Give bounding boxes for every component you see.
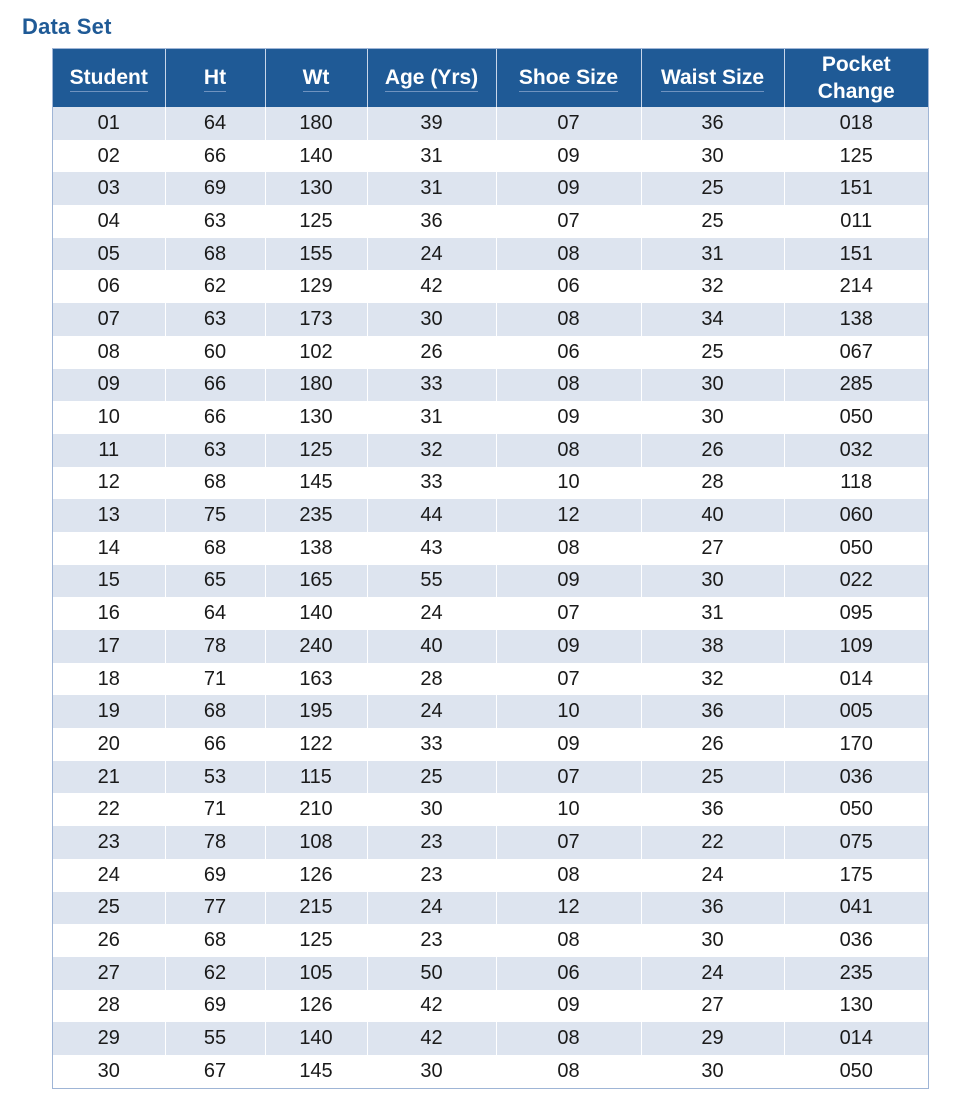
table-cell: 24 <box>641 957 784 990</box>
table-cell: 21 <box>53 761 165 794</box>
table-cell: 78 <box>165 630 265 663</box>
table-cell: 40 <box>367 630 496 663</box>
table-cell: 126 <box>265 859 367 892</box>
table-cell: 24 <box>367 695 496 728</box>
table-cell: 31 <box>367 140 496 173</box>
table-row <box>53 957 928 990</box>
table-cell: 105 <box>265 957 367 990</box>
table-cell: 30 <box>367 793 496 826</box>
table-cell: 20 <box>53 728 165 761</box>
column-header-waist-size <box>641 49 784 107</box>
table-cell: 66 <box>165 728 265 761</box>
table-cell: 09 <box>496 728 641 761</box>
table-cell: 050 <box>784 1055 928 1088</box>
table-cell: 38 <box>641 630 784 663</box>
table-cell: 23 <box>367 924 496 957</box>
table-cell: 140 <box>265 597 367 630</box>
table-cell: 122 <box>265 728 367 761</box>
table-cell: 145 <box>265 1055 367 1088</box>
table-cell: 33 <box>367 369 496 402</box>
table-cell: 130 <box>265 172 367 205</box>
table-cell: 55 <box>367 565 496 598</box>
table-cell: 050 <box>784 793 928 826</box>
table-cell: 30 <box>367 303 496 336</box>
table-cell: 23 <box>367 826 496 859</box>
table-cell: 31 <box>367 401 496 434</box>
table-cell: 33 <box>367 728 496 761</box>
table-cell: 36 <box>641 107 784 140</box>
table-cell: 64 <box>165 597 265 630</box>
table-row <box>53 499 928 532</box>
table-cell: 09 <box>53 369 165 402</box>
table-row <box>53 663 928 696</box>
table-cell: 10 <box>496 467 641 500</box>
table-cell: 09 <box>496 140 641 173</box>
table-row <box>53 270 928 303</box>
table-cell: 27 <box>641 990 784 1023</box>
table-cell: 69 <box>165 990 265 1023</box>
table-cell: 235 <box>265 499 367 532</box>
table-row <box>53 172 928 205</box>
table-cell: 55 <box>165 1022 265 1055</box>
table-cell: 26 <box>367 336 496 369</box>
table-row <box>53 1022 928 1055</box>
table-cell: 09 <box>496 565 641 598</box>
column-header-student <box>53 49 165 107</box>
table-cell: 12 <box>496 892 641 925</box>
table-cell: 68 <box>165 238 265 271</box>
table-cell: 08 <box>496 924 641 957</box>
table-cell: 24 <box>367 238 496 271</box>
table-cell: 66 <box>165 369 265 402</box>
table-header <box>53 49 928 107</box>
table-cell: 36 <box>367 205 496 238</box>
table-cell: 07 <box>496 107 641 140</box>
table-cell: 71 <box>165 663 265 696</box>
table-cell: 30 <box>641 1055 784 1088</box>
table-cell: 12 <box>496 499 641 532</box>
table-row <box>53 728 928 761</box>
table-cell: 145 <box>265 467 367 500</box>
table-cell: 25 <box>641 761 784 794</box>
table-row <box>53 1055 928 1088</box>
table-cell: 11 <box>53 434 165 467</box>
table-cell: 285 <box>784 369 928 402</box>
table-cell: 63 <box>165 303 265 336</box>
table-cell: 07 <box>496 205 641 238</box>
table-cell: 195 <box>265 695 367 728</box>
table-cell: 036 <box>784 924 928 957</box>
table-cell: 175 <box>784 859 928 892</box>
table-cell: 40 <box>641 499 784 532</box>
table-cell: 42 <box>367 270 496 303</box>
table-cell: 014 <box>784 1022 928 1055</box>
table-cell: 31 <box>641 238 784 271</box>
table-cell: 215 <box>265 892 367 925</box>
table-cell: 32 <box>641 270 784 303</box>
table-cell: 08 <box>496 1055 641 1088</box>
table-cell: 01 <box>53 107 165 140</box>
table-cell: 78 <box>165 826 265 859</box>
table-cell: 07 <box>496 663 641 696</box>
table-cell: 69 <box>165 859 265 892</box>
table-cell: 28 <box>367 663 496 696</box>
table-cell: 109 <box>784 630 928 663</box>
table-cell: 125 <box>265 205 367 238</box>
column-header-pocket-change <box>784 49 928 107</box>
table-row <box>53 434 928 467</box>
table-cell: 075 <box>784 826 928 859</box>
table-cell: 62 <box>165 957 265 990</box>
table-cell: 067 <box>784 336 928 369</box>
table-cell: 08 <box>496 434 641 467</box>
table-cell: 02 <box>53 140 165 173</box>
table-cell: 30 <box>641 140 784 173</box>
table-cell: 32 <box>367 434 496 467</box>
table-cell: 29 <box>53 1022 165 1055</box>
table-cell: 63 <box>165 205 265 238</box>
table-cell: 33 <box>367 467 496 500</box>
table-cell: 173 <box>265 303 367 336</box>
table-cell: 25 <box>641 172 784 205</box>
table-cell: 44 <box>367 499 496 532</box>
table-cell: 60 <box>165 336 265 369</box>
table-cell: 210 <box>265 793 367 826</box>
table-cell: 42 <box>367 1022 496 1055</box>
table-cell: 25 <box>53 892 165 925</box>
table-cell: 36 <box>641 695 784 728</box>
column-header-shoe-size <box>496 49 641 107</box>
table-cell: 75 <box>165 499 265 532</box>
table-cell: 30 <box>641 565 784 598</box>
column-header-label: Shoe Size <box>519 64 618 92</box>
table-cell: 24 <box>53 859 165 892</box>
table-cell: 115 <box>265 761 367 794</box>
table-cell: 30 <box>641 401 784 434</box>
table-cell: 163 <box>265 663 367 696</box>
table-row <box>53 336 928 369</box>
table-cell: 64 <box>165 107 265 140</box>
table-cell: 29 <box>641 1022 784 1055</box>
table-cell: 214 <box>784 270 928 303</box>
column-header-label: Waist Size <box>661 64 764 92</box>
table-cell: 26 <box>641 728 784 761</box>
table-cell: 130 <box>784 990 928 1023</box>
table-cell: 36 <box>641 892 784 925</box>
table-row <box>53 597 928 630</box>
table-cell: 10 <box>496 695 641 728</box>
table-row <box>53 467 928 500</box>
table-cell: 08 <box>53 336 165 369</box>
column-header-weight <box>265 49 367 107</box>
table-cell: 07 <box>496 597 641 630</box>
table-cell: 32 <box>641 663 784 696</box>
table-cell: 68 <box>165 695 265 728</box>
table-cell: 22 <box>53 793 165 826</box>
table-cell: 30 <box>53 1055 165 1088</box>
table-cell: 060 <box>784 499 928 532</box>
table-row <box>53 793 928 826</box>
table-cell: 240 <box>265 630 367 663</box>
table-cell: 041 <box>784 892 928 925</box>
table-cell: 118 <box>784 467 928 500</box>
table-cell: 09 <box>496 990 641 1023</box>
table-row <box>53 565 928 598</box>
table-cell: 09 <box>496 630 641 663</box>
table-cell: 08 <box>496 303 641 336</box>
table-cell: 12 <box>53 467 165 500</box>
table-cell: 63 <box>165 434 265 467</box>
table-row <box>53 303 928 336</box>
table-cell: 08 <box>496 859 641 892</box>
table-cell: 30 <box>367 1055 496 1088</box>
table-cell: 25 <box>641 205 784 238</box>
table-cell: 68 <box>165 924 265 957</box>
table-row <box>53 695 928 728</box>
table-cell: 28 <box>641 467 784 500</box>
table-cell: 06 <box>496 336 641 369</box>
table-cell: 18 <box>53 663 165 696</box>
column-header-age <box>367 49 496 107</box>
table-cell: 140 <box>265 1022 367 1055</box>
table-cell: 13 <box>53 499 165 532</box>
table-cell: 022 <box>784 565 928 598</box>
table-cell: 04 <box>53 205 165 238</box>
table-cell: 180 <box>265 369 367 402</box>
table-cell: 08 <box>496 1022 641 1055</box>
table-cell: 36 <box>641 793 784 826</box>
table-cell: 032 <box>784 434 928 467</box>
table-cell: 31 <box>641 597 784 630</box>
table-cell: 24 <box>641 859 784 892</box>
table-row <box>53 205 928 238</box>
table-cell: 42 <box>367 990 496 1023</box>
table-cell: 34 <box>641 303 784 336</box>
table-cell: 23 <box>53 826 165 859</box>
table-cell: 155 <box>265 238 367 271</box>
table-cell: 66 <box>165 140 265 173</box>
table-cell: 30 <box>641 924 784 957</box>
table-cell: 018 <box>784 107 928 140</box>
table-cell: 09 <box>496 401 641 434</box>
table-cell: 39 <box>367 107 496 140</box>
data-set-table-container <box>52 48 929 1089</box>
table-cell: 07 <box>496 826 641 859</box>
table-cell: 66 <box>165 401 265 434</box>
table-row <box>53 990 928 1023</box>
table-cell: 014 <box>784 663 928 696</box>
table-cell: 68 <box>165 467 265 500</box>
table-cell: 43 <box>367 532 496 565</box>
column-header-label: Student <box>70 64 148 92</box>
table-cell: 28 <box>53 990 165 1023</box>
table-cell: 67 <box>165 1055 265 1088</box>
table-cell: 31 <box>367 172 496 205</box>
table-row <box>53 107 928 140</box>
table-cell: 68 <box>165 532 265 565</box>
table-cell: 151 <box>784 172 928 205</box>
table-cell: 23 <box>367 859 496 892</box>
table-cell: 06 <box>496 270 641 303</box>
table-cell: 14 <box>53 532 165 565</box>
table-cell: 30 <box>641 369 784 402</box>
table-cell: 15 <box>53 565 165 598</box>
table-cell: 138 <box>265 532 367 565</box>
table-cell: 26 <box>53 924 165 957</box>
table-cell: 170 <box>784 728 928 761</box>
table-cell: 69 <box>165 172 265 205</box>
table-cell: 125 <box>784 140 928 173</box>
table-cell: 050 <box>784 401 928 434</box>
table-row <box>53 401 928 434</box>
table-row <box>53 532 928 565</box>
column-header-label: Wt <box>303 64 330 92</box>
table-cell: 130 <box>265 401 367 434</box>
table-cell: 06 <box>53 270 165 303</box>
table-cell: 19 <box>53 695 165 728</box>
data-set-table <box>53 49 928 1088</box>
table-row <box>53 924 928 957</box>
table-cell: 07 <box>53 303 165 336</box>
table-row <box>53 892 928 925</box>
table-cell: 65 <box>165 565 265 598</box>
table-cell: 138 <box>784 303 928 336</box>
table-cell: 24 <box>367 892 496 925</box>
table-cell: 71 <box>165 793 265 826</box>
table-cell: 095 <box>784 597 928 630</box>
table-cell: 53 <box>165 761 265 794</box>
table-cell: 011 <box>784 205 928 238</box>
table-row <box>53 140 928 173</box>
table-cell: 125 <box>265 924 367 957</box>
table-cell: 26 <box>641 434 784 467</box>
table-cell: 235 <box>784 957 928 990</box>
table-cell: 62 <box>165 270 265 303</box>
column-header-height <box>165 49 265 107</box>
table-cell: 125 <box>265 434 367 467</box>
table-cell: 05 <box>53 238 165 271</box>
page-title: Data Set <box>22 14 112 39</box>
table-cell: 07 <box>496 761 641 794</box>
table-cell: 24 <box>367 597 496 630</box>
table-cell: 036 <box>784 761 928 794</box>
column-header-label: Ht <box>204 64 226 92</box>
table-cell: 27 <box>641 532 784 565</box>
table-cell: 108 <box>265 826 367 859</box>
table-body <box>53 107 928 1088</box>
table-cell: 03 <box>53 172 165 205</box>
table-cell: 08 <box>496 369 641 402</box>
table-row <box>53 859 928 892</box>
table-cell: 50 <box>367 957 496 990</box>
table-cell: 08 <box>496 532 641 565</box>
table-row <box>53 826 928 859</box>
table-row <box>53 369 928 402</box>
table-row <box>53 761 928 794</box>
table-cell: 27 <box>53 957 165 990</box>
table-cell: 10 <box>53 401 165 434</box>
table-cell: 09 <box>496 172 641 205</box>
table-cell: 151 <box>784 238 928 271</box>
table-row <box>53 630 928 663</box>
table-cell: 180 <box>265 107 367 140</box>
table-cell: 129 <box>265 270 367 303</box>
table-cell: 140 <box>265 140 367 173</box>
table-cell: 08 <box>496 238 641 271</box>
header-row <box>53 49 928 107</box>
table-cell: 165 <box>265 565 367 598</box>
table-cell: 06 <box>496 957 641 990</box>
table-cell: 102 <box>265 336 367 369</box>
table-cell: 16 <box>53 597 165 630</box>
table-cell: 10 <box>496 793 641 826</box>
table-cell: 126 <box>265 990 367 1023</box>
column-header-label: Age (Yrs) <box>385 64 478 92</box>
table-cell: 25 <box>641 336 784 369</box>
column-header-label: Pocket Change <box>817 53 895 103</box>
table-cell: 050 <box>784 532 928 565</box>
table-row <box>53 238 928 271</box>
table-cell: 17 <box>53 630 165 663</box>
table-cell: 77 <box>165 892 265 925</box>
table-cell: 25 <box>367 761 496 794</box>
table-cell: 22 <box>641 826 784 859</box>
table-cell: 005 <box>784 695 928 728</box>
